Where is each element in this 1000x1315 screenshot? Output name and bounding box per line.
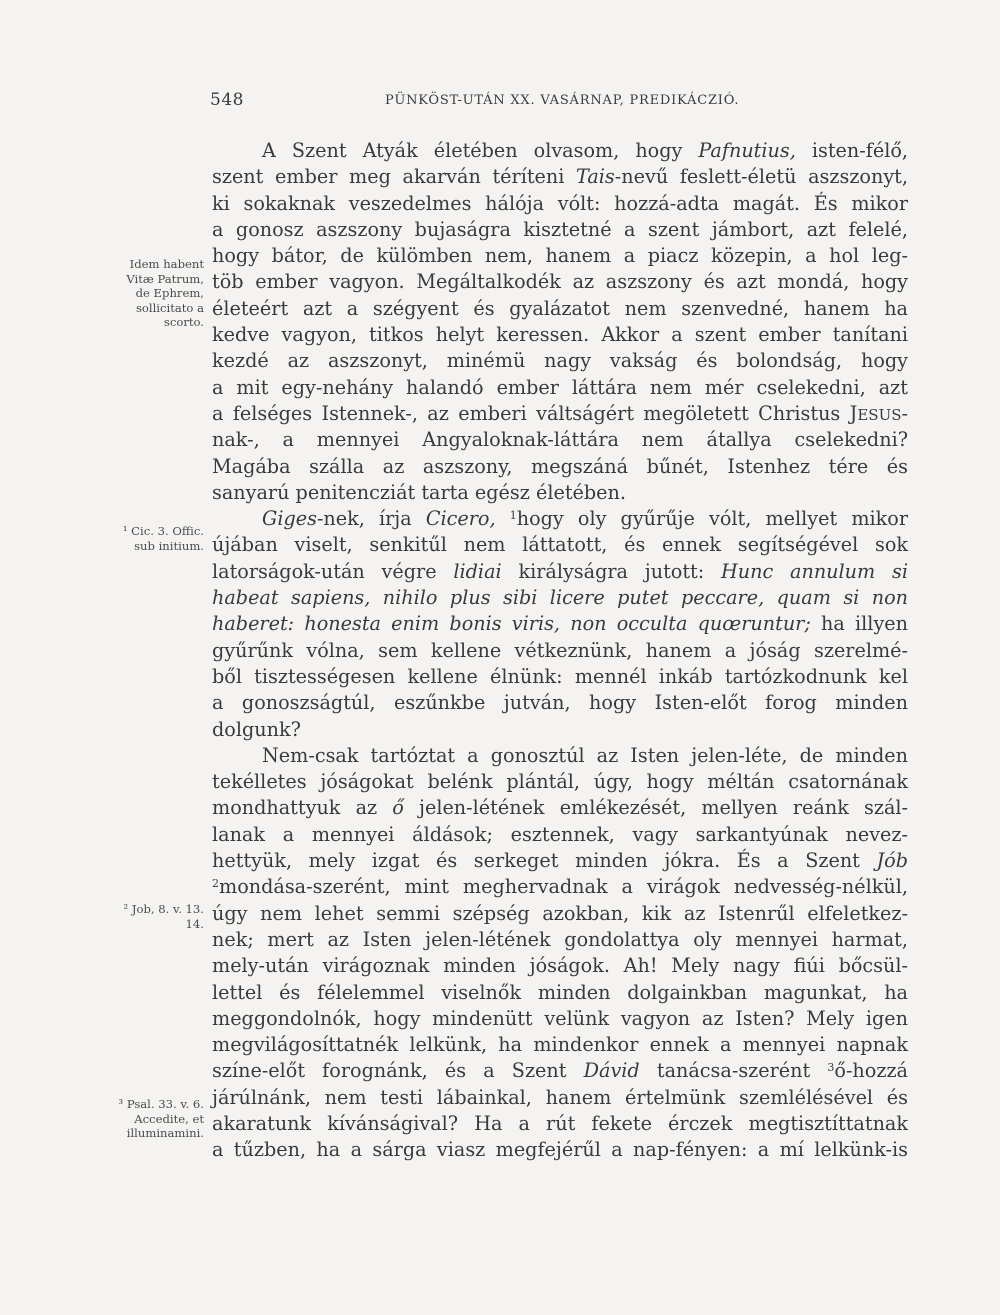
note-line: Idem habent [129,257,204,271]
note-line: 14. [185,916,204,931]
text-line: nak-, a mennyei Angyaloknak-láttára nem átallya cselekedni? [212,428,908,452]
note-line: ¹ Cic. 3. Offic. [122,524,204,538]
text-line: a mit egy-nehány halandó ember láttára nem mér cselekedni, azt [212,375,908,399]
note-line: ³ Psal. 33. v. 6. [118,1097,204,1111]
text-line: haberet: honesta enim bonis viris, non occulta quœruntur; ha illyen [212,612,909,636]
body-text [212,138,908,1164]
text-line: meggondolnók, hogy mindenütt velünk vagyon az Isten? Mely igen [212,1006,908,1030]
page-number: 548 [210,90,244,110]
text-line: ből tisztességesen kellene élnünk: mennél inkáb tartózkodnunk kel [212,664,908,688]
note-line: illuminamini. [126,1126,204,1140]
text-line: kedve vagyon, titkos helyt keressen. Akkor a szent ember tanítani [212,323,908,347]
note-line: scorto. [163,315,204,329]
text-line: megvilágosíttatnék lelkünk, ha mindenkor ennek a mennyei napnak [212,1033,908,1057]
text-line: A Szent Atyák életében olvasom, hogy Pafnutius, isten-félő, [262,139,908,162]
margin-note-2 [98,524,204,553]
text-line: mondhattyuk az ő jelen-létének emlékezését, mellyen reánk szál- [212,796,908,820]
text-line: Nem-csak tartóztat a gonosztúl az Isten jelen-léte, de minden [262,743,908,767]
text-line: a gonosz aszszony bujaságra kisztetné a szent jámbort, azt felelé, [212,217,908,241]
text-line: gyűrűnk vólna, sem kellene vétkeznünk, hanem a jóság szerelmé- [212,638,908,662]
text-line: dolgunk? [212,717,301,741]
text-line: lettel és félelemmel viselnők minden dolgainkban magunkat, ha [212,980,908,1004]
text-line: a felséges Istennek-, az emberi váltságért megöletett Christus JESUS- [212,401,908,425]
text-line: a tűzben, ha a sárga viasz megfejérűl a nap-fényen: a mí lelkünk-is [212,1138,908,1162]
margin-note-3 [98,902,204,931]
text-line: szent ember meg akarván téríteni Tais-nevű feslett-életü aszszonyt, [212,165,908,189]
text-line: Magába szálla az aszszony, megszáná bűnét, Istenhez tére és [212,454,908,478]
text-line: színe-előt forognánk, és a Szent Dávid tanácsa-szerént $^3$ő-hozzá [212,1059,908,1083]
text-line: mely-után virágoznak minden jóságok. Ah! Mely nagy fiúi bőcsül- [212,954,908,978]
text-line: latorságok-után végre lidiai királyságra jutott: Hunc annulum si [212,559,908,583]
note-line: ² Job, 8. v. 13. [123,902,204,916]
note-line: sollicitato a [135,300,204,315]
note-line: Accedite, et [134,1111,204,1126]
margin-note-1 [98,257,204,330]
text-line: járúlnánk, nem testi lábainkal, hanem értelmünk szemlélésével és [212,1085,908,1109]
note-line: sub initium. [134,538,204,553]
text-line: sanyarú penitencziát tarta egész életében. [212,480,626,504]
text-line: életeért azt a szégyent és gyalázatot nem szenvedné, hanem ha [212,296,908,320]
running-head: PÜNKÖST-UTÁN XX. VASÁRNAP, PREDIKÁCZIÓ. [385,93,740,108]
text-line: hettyük, mely izgat és serkeget minden jókra. És a Szent Jób [212,849,908,873]
text-line: töb ember vagyon. Megáltalkodék az aszszony és azt mondá, hogy [212,270,908,294]
text-line: habeat sapiens, nihilo plus sibi licere putet peccare, quam si non [212,586,908,610]
text-line: $^2$mondása-szerént, mint meghervadnak a virágok nedvesség-nélkül, [212,875,908,899]
text-line: akaratunk kívánságival? Ha a rút fekete érczek megtisztíttatnak [212,1111,908,1135]
text-line: a gonoszságtúl, eszűnkbe jutván, hogy Isten-előt forog minden [212,691,908,715]
margin-note-4 [98,1097,204,1141]
note-line: Vitæ Patrum, [126,271,204,286]
text-line: kezdé az aszszonyt, minémü nagy vakság és bolondság, hogy [212,349,908,373]
text-line: Giges-nek, írja Cicero, $^1$hogy oly gyűrűje vólt, mellyet mikor [262,507,908,531]
text-line: lanak a mennyei áldások; esztennek, vagy sarkantyúnak nevez- [212,822,908,846]
text-line: úgy nem lehet semmi szépség azokban, kik az Istenrűl elfeletkez- [212,901,908,925]
text-line: ki sokaknak veszedelmes hálója vólt: hozzá-adta magát. És mikor [212,191,908,215]
text-line: hogy bátor, de külömben nem, hanem a piacz közepin, a hol leg- [212,244,908,268]
note-line: de Ephrem, [135,286,204,300]
text-line: tekélletes jóságokat belénk plántál, úgy, hogy méltán csatornának [212,770,908,794]
text-line: újában viselt, senkitűl nem láttatott, és ennek segítségével sok [212,533,908,557]
text-line: nek; mert az Isten jelen-létének gondolattya oly mennyei harmat, [212,927,908,951]
